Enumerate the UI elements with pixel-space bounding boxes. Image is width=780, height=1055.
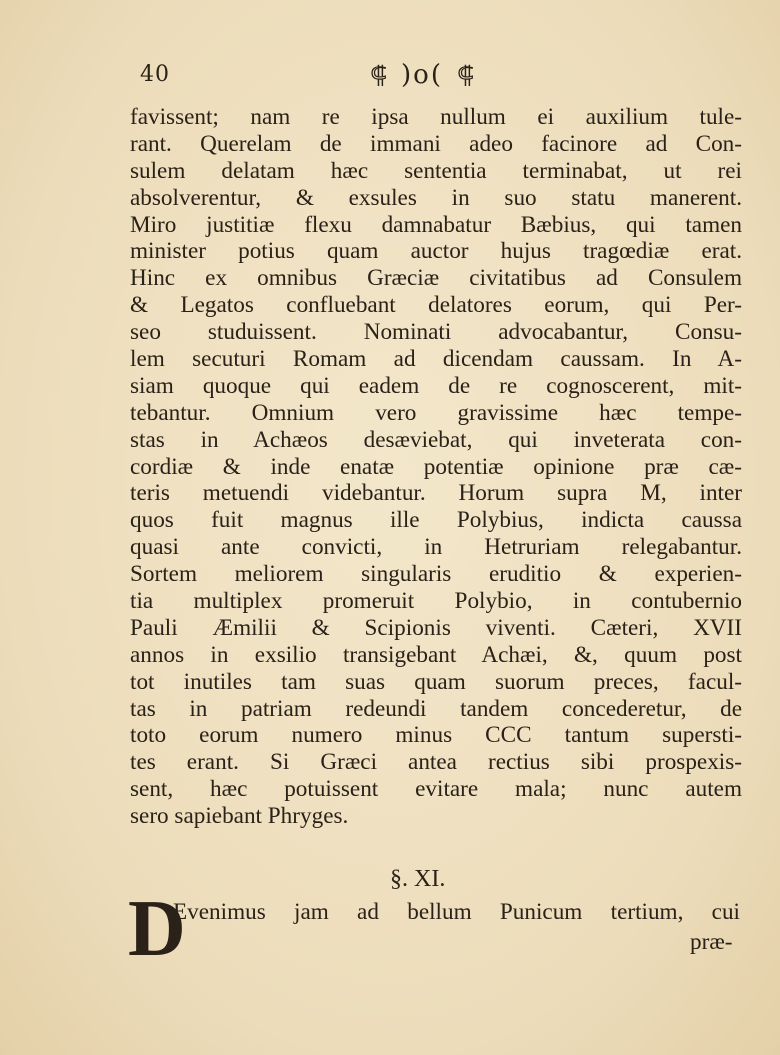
catchword: præ- xyxy=(690,929,733,955)
text-line: teris metuendi videbantur. Horum supra M, inter xyxy=(130,480,742,507)
running-header xyxy=(130,58,740,90)
ornament-right-icon: ⸿ xyxy=(456,61,475,89)
text-line: & Legatos confluebant delatores eorum, qui Per- xyxy=(130,292,742,319)
text-line: rant. Querelam de immani adeo facinore ad Con- xyxy=(130,130,742,157)
section-paragraph xyxy=(173,899,740,926)
text-line: sent, hæc potuissent evitare mala; nunc autem xyxy=(130,776,742,803)
text-line: Pauli Æmilii & Scipionis viventi. Cæteri, XVII xyxy=(130,614,742,641)
text-line: tes erant. Si Græci antea rectius sibi prospexis- xyxy=(130,749,742,776)
text-line: lem secuturi Romam ad dicendam caussam. In A- xyxy=(130,346,742,373)
text-line: annos in exsilio transigebant Achæi, &, quum post xyxy=(130,641,742,668)
text-line: Hinc ex omnibus Græciæ civitatibus ad Consulem xyxy=(130,265,742,292)
text-line: Evenimus jam ad bellum Punicum tertium, cui xyxy=(173,899,740,925)
text-line: Sortem meliorem singularis eruditio & experien- xyxy=(130,561,742,588)
ornament-center-icon: )o( xyxy=(401,59,443,90)
text-line: sero sapiebant Phryges. xyxy=(130,803,349,830)
text-line: sulem delatam hæc sententia terminabat, ut rei xyxy=(130,157,742,184)
text-line: quasi ante convicti, in Hetruriam relegabantur. xyxy=(130,534,742,561)
header-ornament xyxy=(370,58,474,91)
text-line: absolverentur, & exsules in suo statu manerent. xyxy=(130,184,742,211)
page-number: 40 xyxy=(140,62,170,87)
text-line: tas in patriam redeundi tandem concederetur, de xyxy=(130,695,742,722)
text-line: toto eorum numero minus CCC tantum supersti- xyxy=(130,722,742,749)
text-line: tia multiplex promeruit Polybio, in contubernio xyxy=(130,588,742,615)
text-line: tot inutiles tam suas quam suorum preces, facul- xyxy=(130,668,742,695)
text-line: tebantur. Omnium vero gravissime hæc tempe- xyxy=(130,399,742,426)
body-paragraph xyxy=(130,104,742,830)
text-line: quos fuit magnus ille Polybius, indicta caussa xyxy=(130,507,742,534)
drop-cap: D xyxy=(128,885,184,973)
text-line: favissent; nam re ipsa nullum ei auxilium tule- xyxy=(130,104,742,130)
section-heading: §. XI. xyxy=(390,866,446,892)
text-line: cordiæ & inde enatæ potentiæ opinione præ cæ- xyxy=(130,453,742,480)
text-line: siam quoque qui eadem de re cognoscerent, mit- xyxy=(130,372,742,399)
text-line: Miro justitiæ flexu damnabatur Bæbius, qui tamen xyxy=(130,211,742,238)
ornament-left-icon: ⸿ xyxy=(370,61,388,89)
text-line: stas in Achæos desæviebat, qui inveterata con- xyxy=(130,426,742,453)
text-line: minister potius quam auctor hujus tragœdiæ erat. xyxy=(130,238,742,265)
text-line: seo studuissent. Nominati advocabantur, Consu- xyxy=(130,319,742,346)
